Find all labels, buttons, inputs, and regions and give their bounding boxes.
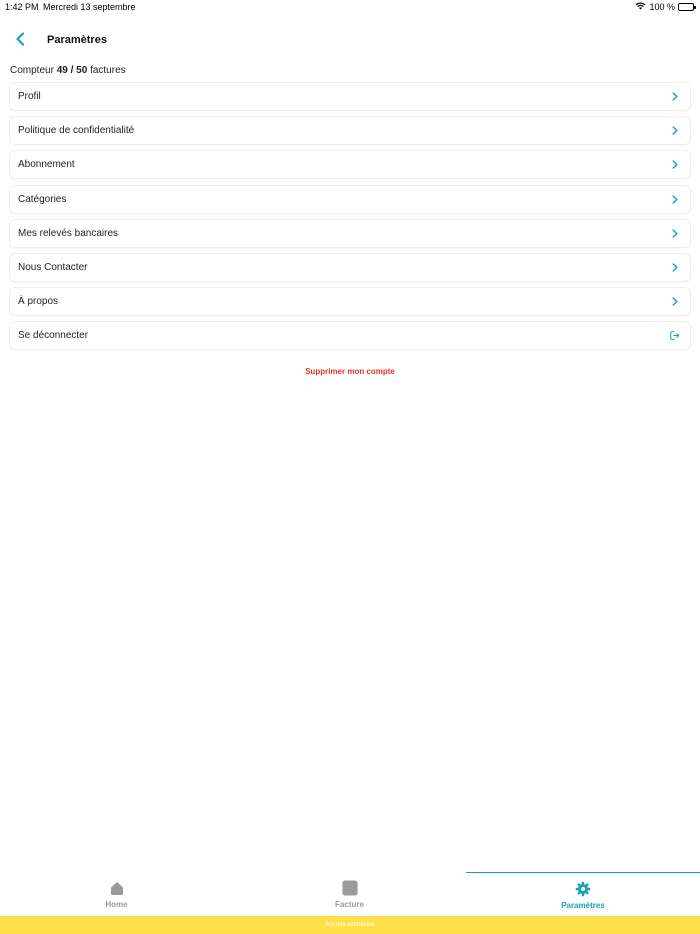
- tab-bar: [0, 872, 700, 916]
- menu-item-subscription[interactable]: [10, 151, 690, 178]
- counter-unit: factures: [90, 65, 126, 76]
- chevron-right-icon: [670, 194, 680, 204]
- invoice-icon: [342, 880, 358, 896]
- menu-item-label: Nous Contacter: [18, 261, 88, 273]
- back-button[interactable]: [10, 30, 30, 52]
- tab-label: Facture: [335, 900, 364, 909]
- tab-facture[interactable]: [233, 872, 466, 916]
- offline-banner: Aucune connexion: [0, 916, 700, 934]
- menu-item-about[interactable]: [10, 288, 690, 315]
- counter-value: 49 / 50: [56, 65, 88, 76]
- menu-item-label: Politique de confidentialité: [18, 125, 135, 137]
- tab-home[interactable]: [0, 872, 233, 916]
- tab-parametres[interactable]: [466, 872, 700, 916]
- chevron-right-icon: [670, 92, 680, 102]
- menu-item-privacy[interactable]: [10, 117, 690, 144]
- status-bar: [0, 0, 700, 14]
- battery-icon: [678, 3, 694, 11]
- settings-menu: [10, 83, 690, 357]
- menu-item-label: Mes relevés bancaires: [18, 227, 119, 239]
- invoice-counter: [10, 65, 126, 76]
- battery-percent: 100 %: [649, 2, 675, 12]
- menu-item-label: Se déconnecter: [18, 330, 89, 342]
- menu-item-logout[interactable]: [10, 322, 690, 349]
- counter-label: Compteur: [10, 65, 54, 76]
- menu-item-label: À propos: [18, 296, 59, 308]
- status-time: 1:42 PM: [5, 2, 39, 12]
- menu-item-label: Profil: [18, 91, 41, 102]
- tab-label: Paramètres: [561, 901, 605, 910]
- status-date: Mercredi 13 septembre: [43, 2, 136, 12]
- page-title: Paramètres: [47, 34, 107, 46]
- menu-item-label: Catégories: [18, 193, 67, 205]
- chevron-right-icon: [670, 262, 680, 272]
- menu-item-contact[interactable]: [10, 254, 690, 281]
- delete-account-link[interactable]: Supprimer mon compte: [305, 367, 395, 376]
- gear-icon: [575, 881, 591, 897]
- chevron-right-icon: [670, 160, 680, 170]
- menu-item-profil[interactable]: [10, 83, 690, 110]
- menu-item-categories[interactable]: [10, 186, 690, 213]
- header: [0, 30, 700, 52]
- menu-item-label: Abonnement: [18, 159, 75, 171]
- tab-label: Home: [105, 900, 128, 909]
- home-icon: [109, 880, 125, 896]
- logout-icon: [670, 331, 680, 341]
- wifi-icon: [635, 2, 646, 12]
- menu-item-bank-statements[interactable]: [10, 220, 690, 247]
- chevron-right-icon: [670, 228, 680, 238]
- chevron-left-icon: [15, 32, 25, 51]
- status-right: [635, 2, 694, 12]
- chevron-right-icon: [670, 126, 680, 136]
- chevron-right-icon: [670, 297, 680, 307]
